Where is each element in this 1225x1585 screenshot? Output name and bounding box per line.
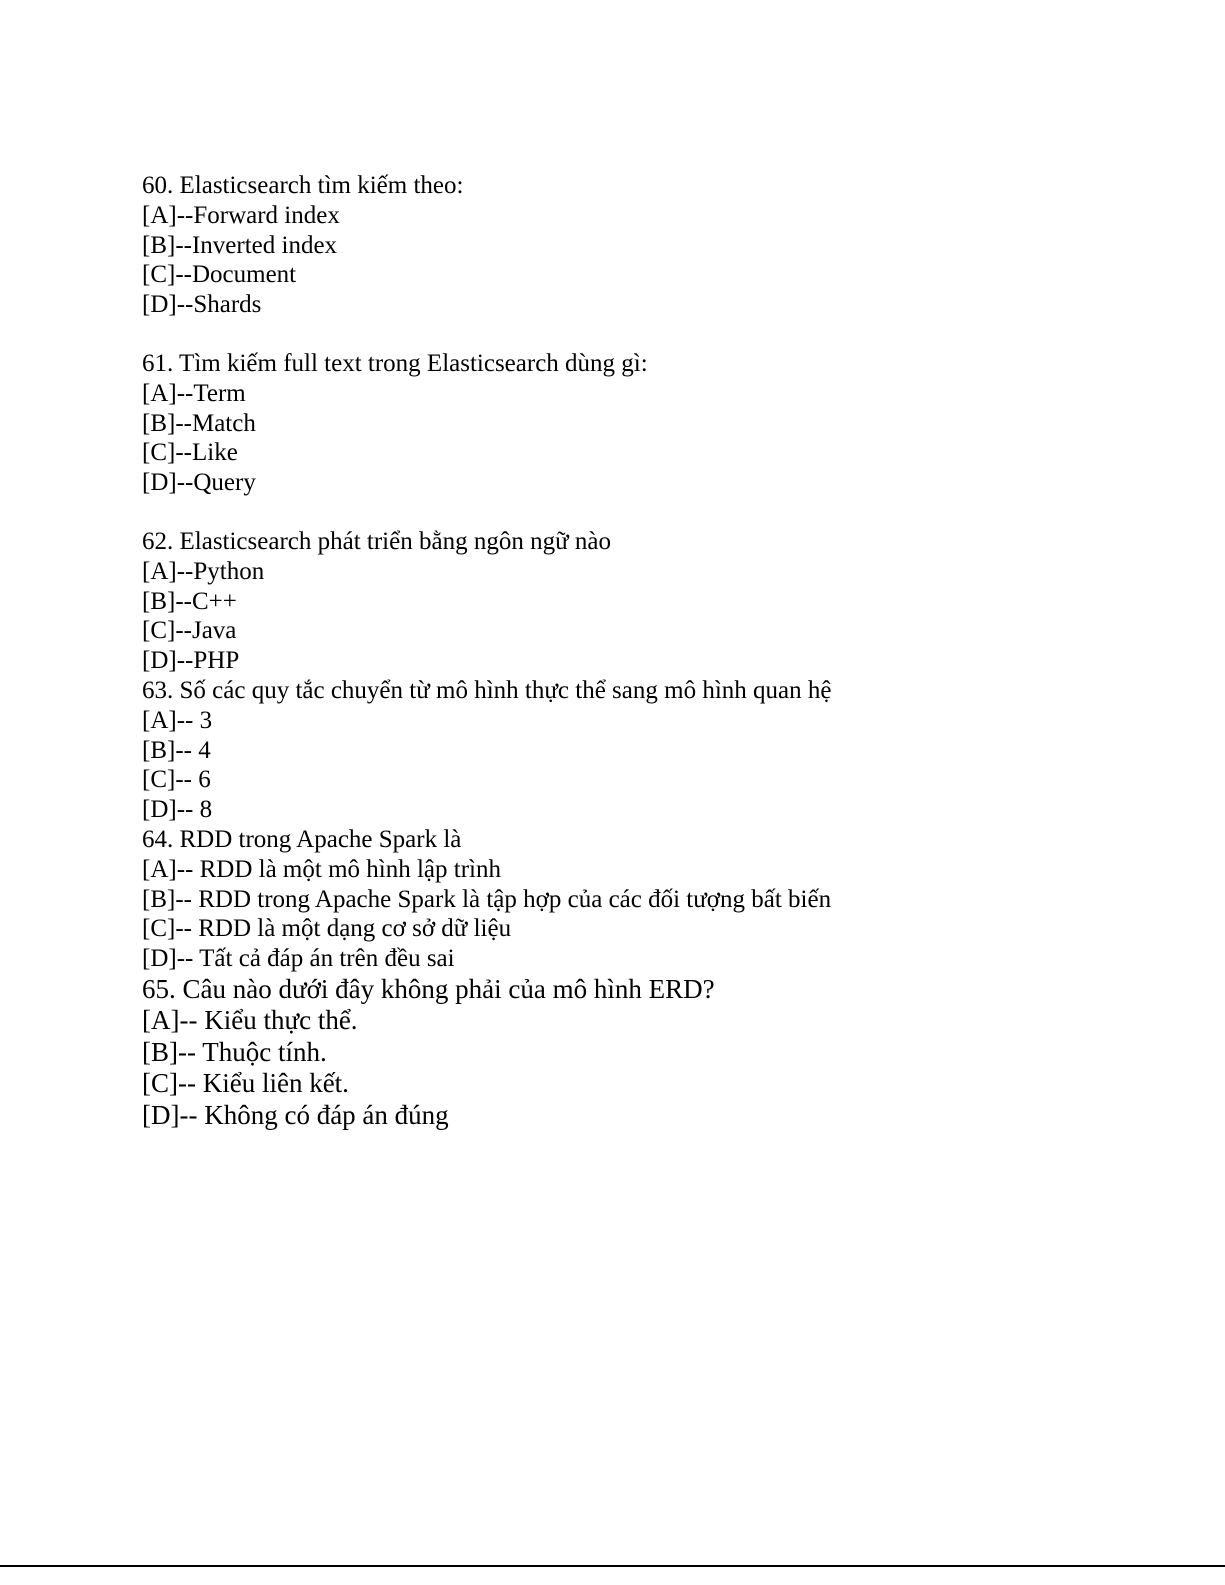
answer-option: [A]-- Kiểu thực thể. xyxy=(142,1005,358,1036)
answer-option: [C]--Document xyxy=(142,261,297,289)
question-60 xyxy=(142,171,1142,320)
answer-option: [A]-- RDD là một mô hình lập trình xyxy=(142,855,501,883)
spacer xyxy=(142,320,1142,349)
answer-option: [B]-- Thuộc tính. xyxy=(142,1036,327,1067)
answer-option: [D]-- Tất cả đáp án trên đều sai xyxy=(142,945,455,973)
answer-option: [B]--Match xyxy=(142,409,256,437)
answer-option: [C]-- 6 xyxy=(142,766,211,794)
answer-option: [C]-- RDD là một dạng cơ sở dữ liệu xyxy=(142,915,512,943)
question-text: 64. RDD trong Apache Spark là xyxy=(142,825,462,853)
answer-option: [A]--Forward index xyxy=(142,201,340,229)
answer-option: [B]--Inverted index xyxy=(142,231,338,259)
question-list xyxy=(142,171,1142,1131)
answer-option: [B]--C++ xyxy=(142,587,237,615)
question-text: 61. Tìm kiếm full text trong Elasticsearch dùng gì: xyxy=(142,349,648,377)
question-63 xyxy=(142,676,1142,825)
question-64 xyxy=(142,825,1142,974)
answer-option: [D]--Shards xyxy=(142,291,262,319)
answer-option: [A]--Term xyxy=(142,379,246,407)
answer-option: [D]-- 8 xyxy=(142,796,213,824)
answer-option: [A]--Python xyxy=(142,557,265,585)
question-61 xyxy=(142,349,1142,498)
question-text: 62. Elasticsearch phát triển bằng ngôn ngữ nào xyxy=(142,527,611,555)
question-65 xyxy=(142,974,1142,1132)
answer-option: [B]-- 4 xyxy=(142,736,211,764)
answer-option: [A]-- 3 xyxy=(142,706,213,734)
answer-option: [D]--PHP xyxy=(142,647,240,675)
question-text: 63. Số các quy tắc chuyển từ mô hình thực thể sang mô hình quan hệ xyxy=(142,676,832,704)
answer-option: [D]-- Không có đáp án đúng xyxy=(142,1099,449,1130)
question-62 xyxy=(142,527,1142,676)
answer-option: [B]-- RDD trong Apache Spark là tập hợp của các đối tượng bất biến xyxy=(142,885,832,913)
question-text: 60. Elasticsearch tìm kiếm theo: xyxy=(142,172,464,199)
answer-option: [C]--Like xyxy=(142,439,238,467)
spacer xyxy=(142,498,1142,527)
question-text: 65. Câu nào dưới đây không phải của mô hình ERD? xyxy=(142,973,715,1004)
page-bottom-border xyxy=(0,1565,1225,1567)
answer-option: [C]--Java xyxy=(142,617,237,645)
answer-option: [D]--Query xyxy=(142,469,256,497)
answer-option: [C]-- Kiểu liên kết. xyxy=(142,1068,349,1099)
